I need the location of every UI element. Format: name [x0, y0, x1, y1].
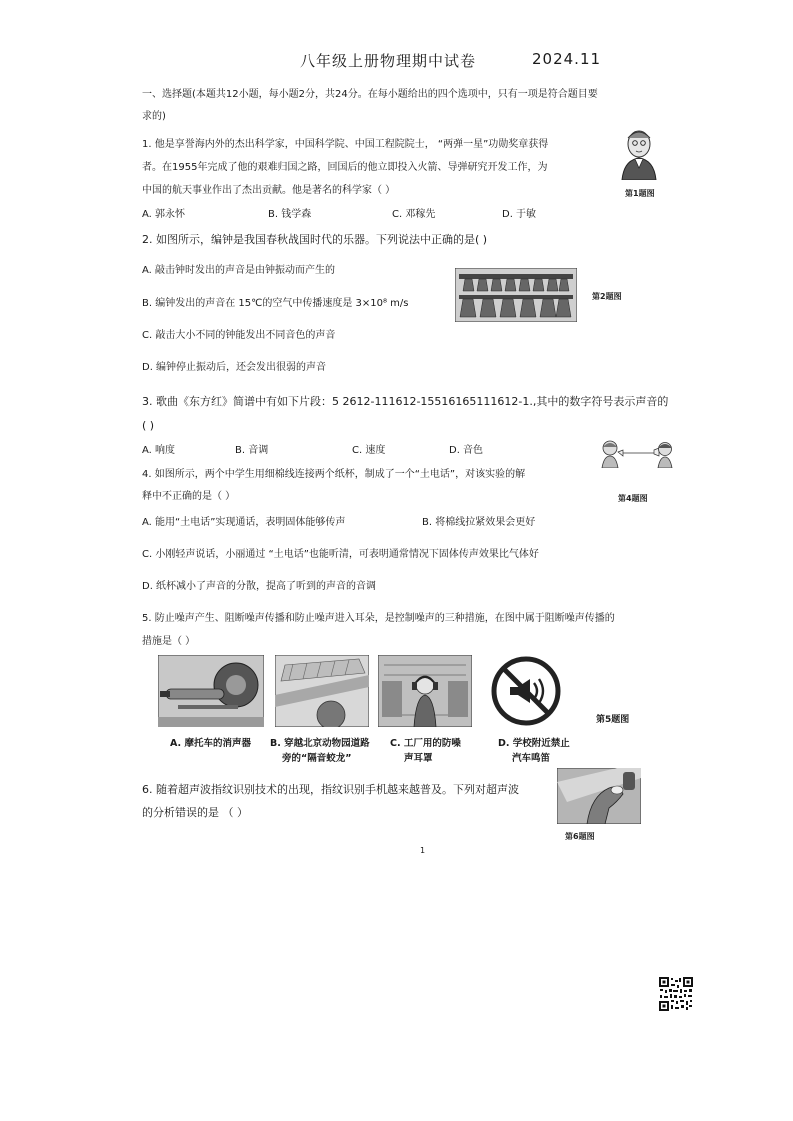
- page-number: 1: [420, 846, 426, 855]
- q3-option-d: D. 音色: [449, 445, 484, 456]
- q5-caption-b-line2: 旁的“隔音蛟龙”: [282, 753, 352, 764]
- q5-caption-c-line1: C. 工厂用的防噪: [390, 738, 461, 749]
- q5-caption-a: A. 摩托车的消声器: [170, 738, 251, 749]
- q4-figure-caption: 第4题图: [618, 494, 648, 503]
- q5-caption-c-line2: 声耳罩: [404, 753, 433, 764]
- exam-date: 2024.11: [532, 50, 602, 68]
- q4-line1: 4. 如图所示，两个中学生用细棉线连接两个纸杯，制成了一个“土电话”，对该实验的解: [142, 469, 526, 480]
- q4-option-c: C. 小刚轻声说话，小丽通过 “土电话”也能听清，可表明通常情况下固体传声效果比气体好: [142, 549, 539, 560]
- q4-option-d: D. 纸杯减小了声音的分散，提高了听到的声音的音调: [142, 581, 377, 592]
- q5-sound-barrier-image: [275, 655, 369, 727]
- q3-option-a: A. 响度: [142, 445, 176, 456]
- q3-option-b: B. 音调: [235, 445, 269, 456]
- q2-option-b: B. 编钟发出的声音在 15℃的空气中传播速度是 3×10⁸ m/s: [142, 298, 409, 309]
- q4-option-a: A. 能用“土电话”实现通话，表明固体能够传声: [142, 517, 346, 528]
- q1-line1: 1. 他是享誉海内外的杰出科学家，中国科学院、中国工程院院士， “两弹一星”功勋奖章获得: [142, 139, 549, 150]
- section-heading-line1: 一、选择题(本题共12小题，每小题2分，共24分。在每小题给出的四个选项中，只有一项是符合题目要: [142, 89, 598, 100]
- q2-option-a: A. 敲击钟时发出的声音是由钟振动而产生的: [142, 265, 336, 276]
- q5-muffler-image: [158, 655, 264, 727]
- no-honking-sign-icon: [490, 655, 562, 727]
- q5-ear-protector-image: [378, 655, 472, 727]
- q1-option-a: A. 郭永怀: [142, 209, 186, 220]
- q2-option-d: D. 编钟停止振动后，还会发出很弱的声音: [142, 362, 327, 373]
- q1-line3: 中国的航天事业作出了杰出贡献。他是著名的科学家（ ）: [142, 185, 396, 196]
- q6-line1: 6. 随着超声波指纹识别技术的出现，指纹识别手机越来越普及。下列对超声波: [142, 783, 519, 796]
- q5-line1: 5. 防止噪声产生、阻断噪声传播和防止噪声进入耳朵，是控制噪声的三种措施，在图中属于阻断噪声传播的: [142, 613, 615, 624]
- q3-stem: 3. 歌曲《东方红》简谱中有如下片段：5 2612-111612-15516165111612-1.,其中的数字符号表示声音的: [142, 395, 669, 408]
- q4-option-b: B. 将棉线拉紧效果会更好: [422, 517, 536, 528]
- q4-phone-image: [598, 438, 676, 468]
- page-title: 八年级上册物理期中试卷: [300, 52, 477, 70]
- q2-stem: 2. 如图所示，编钟是我国春秋战国时代的乐器。下列说法中正确的是( ): [142, 233, 488, 246]
- q5-figure-caption: 第5题图: [596, 715, 630, 725]
- q1-portrait-image: [618, 126, 660, 180]
- q4-line2: 释中不正确的是（ ）: [142, 491, 236, 502]
- section-heading-line2: 求的): [142, 111, 166, 122]
- q2-figure-caption: 第2题图: [592, 292, 622, 301]
- q2-option-c: C. 敲击大小不同的钟能发出不同音色的声音: [142, 330, 336, 341]
- q5-caption-d-line1: D. 学校附近禁止: [498, 738, 570, 749]
- q5-caption-d-line2: 汽车鸣笛: [512, 753, 551, 764]
- q3-option-c: C. 速度: [352, 445, 386, 456]
- q1-line2: 者。在1955年完成了他的艰难归国之路，回国后的他立即投入火箭、导弹研究开发工作，为: [142, 162, 548, 173]
- q5-caption-b-line1: B. 穿越北京动物园道路: [270, 738, 370, 749]
- q1-option-b: B. 钱学森: [268, 209, 312, 220]
- q1-figure-caption: 第1题图: [625, 189, 655, 198]
- q5-line2: 措施是（ ）: [142, 636, 196, 647]
- q6-figure-caption: 第6题图: [565, 832, 595, 841]
- q6-line2: 的分析错误的是 （ ）: [142, 806, 248, 819]
- q2-bianzhong-image: [455, 268, 577, 322]
- qr-code-icon: [658, 976, 694, 1012]
- q3-paren: ( ): [142, 419, 155, 432]
- q6-fingerprint-phone-image: [557, 768, 641, 824]
- q1-option-d: D. 于敏: [502, 209, 537, 220]
- q1-option-c: C. 邓稼先: [392, 209, 436, 220]
